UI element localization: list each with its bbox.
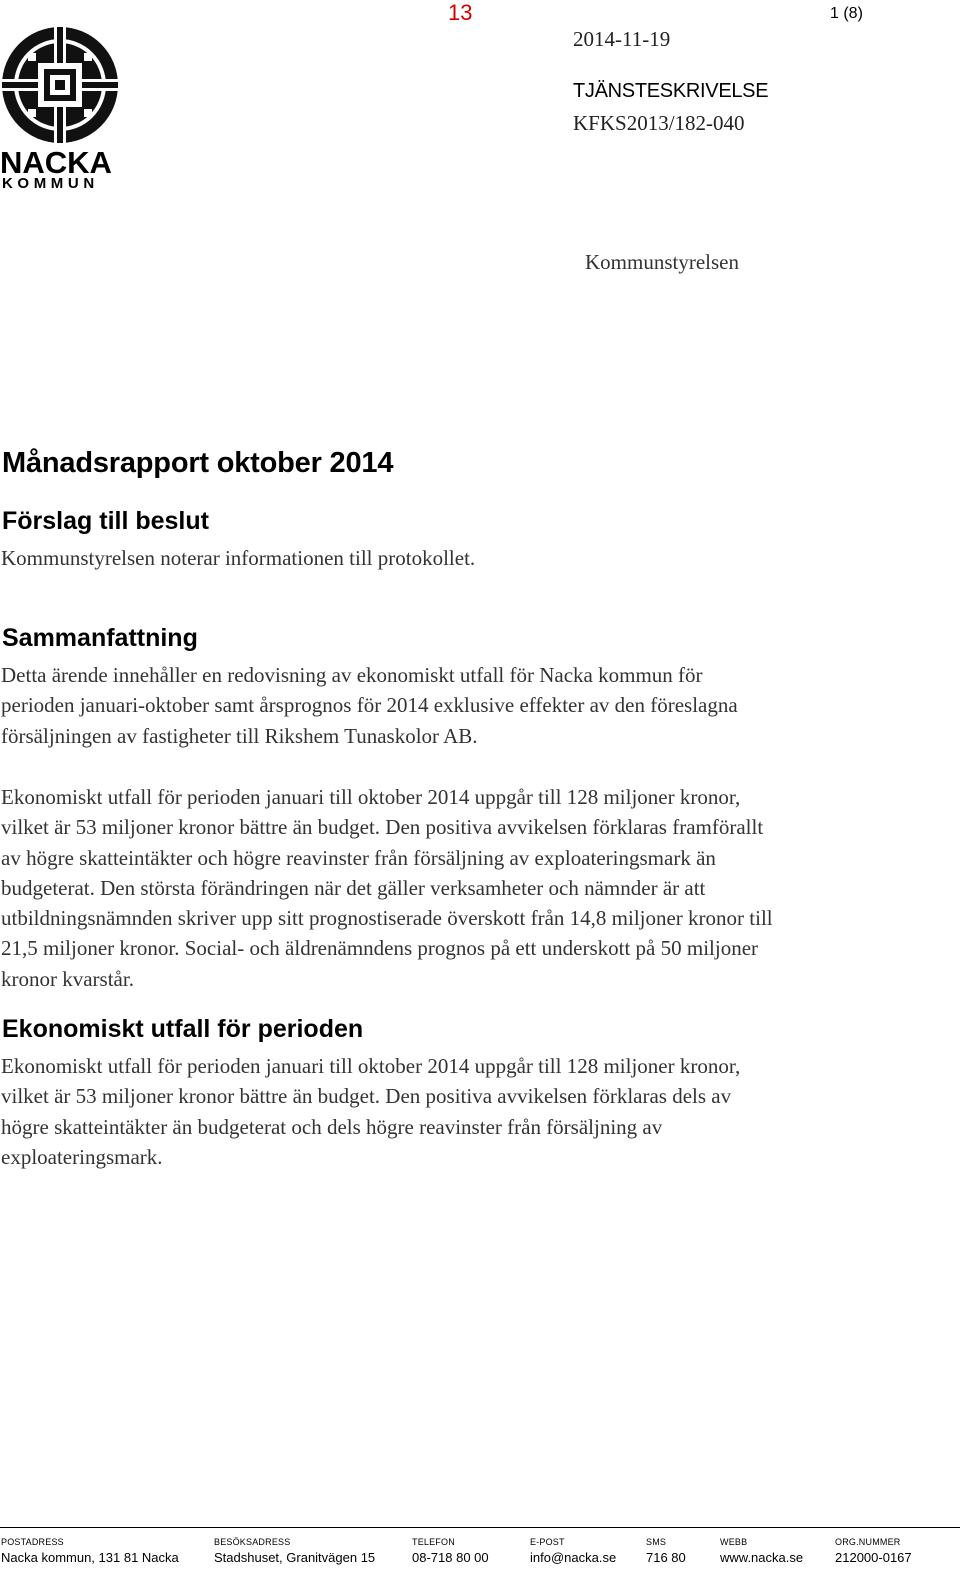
footer-value-visit: Stadshuset, Granitvägen 15 [214,1550,376,1565]
text-line: högre skatteintäkter än budgeterat och dels högre reavinster från försäljning av [1,1114,663,1139]
text-line: perioden januari-oktober samt årsprognos för 2014 exklusive effekter av den föreslagna [1,693,738,718]
footer-label-email: E-POST [530,1537,565,1547]
text-line: vilket är 53 miljoner kronor bättre än budget. Den positiva avvikelsen förklaras dels av [1,1084,732,1109]
outcome-paragraph [1,1051,901,1172]
footer-label-postal: POSTADRESS [1,1537,64,1547]
footer-value-web: www.nacka.se [720,1550,804,1565]
footer-value-postal: Nacka kommun, 131 81 Nacka [1,1550,179,1565]
footer-label-sms: SMS [646,1537,667,1547]
text-line: vilket är 53 miljoner kronor bättre än budget. Den positiva avvikelsen förklaras framförallt [1,815,764,840]
proposal-text: Kommunstyrelsen noterar informationen till protokollet. [1,546,476,570]
text-line: kronor kvarstår. [1,966,134,991]
footer-value-sms: 716 80 [646,1550,686,1565]
summary-paragraph-1 [1,660,901,751]
document-type: TJÄNSTESKRIVELSE [573,80,769,102]
proposal-heading: Förslag till beslut [2,507,209,535]
footer-value-orgnr: 212000-0167 [835,1550,912,1565]
text-line: Ekonomiskt utfall för perioden januari till oktober 2014 uppgår till 128 miljoner kronor, [1,1054,741,1078]
text-line: Detta ärende innehåller en redovisning av ekonomiskt utfall för Nacka kommun för [1,663,703,687]
summary-heading: Sammanfattning [2,624,198,652]
document-date: 2014-11-19 [573,27,671,51]
footer-label-visit: BESÖKSADRESS [214,1537,291,1547]
text-line: budgeterat. Den största förändringen när det gäller verksamheter och nämnder är att [1,875,706,900]
text-line: av högre skatteintäkter och högre reavinster från försäljning av exploateringsmark än [1,845,716,870]
summary-paragraph-2 [1,782,901,994]
text-line: 21,5 miljoner kronor. Social- och äldrenämndens prognos på ett underskott på 50 miljoner [1,936,759,961]
text-line: försäljningen av fastigheter till Rikshem Tunaskolor AB. [1,723,478,748]
page-title: Månadsrapport oktober 2014 [2,447,394,479]
footer-label-phone: TELEFON [412,1537,455,1547]
footer-value-phone: 08-718 80 00 [412,1550,489,1565]
logo-name-line1: NACKA [0,145,112,180]
text-line: exploateringsmark. [1,1144,163,1169]
page-number: 13 [448,0,473,25]
footer-label-web: WEBB [720,1537,748,1547]
page-count: 1 (8) [830,5,863,22]
footer-value-email: info@nacka.se [530,1550,617,1565]
recipient: Kommunstyrelsen [585,250,739,274]
footer-label-orgnr: ORG.NUMMER [835,1537,901,1547]
outcome-heading: Ekonomiskt utfall för perioden [2,1015,364,1043]
footer-divider [0,1527,960,1528]
logo-name-line2: KOMMUN [2,175,99,192]
text-line: Ekonomiskt utfall för perioden januari till oktober 2014 uppgår till 128 miljoner kronor, [1,785,741,809]
document-number: KFKS2013/182-040 [573,111,745,135]
text-line: utbildningsnämnden skriver upp sitt prognostiserade överskott från 14,8 miljoner kronor till [1,906,773,931]
